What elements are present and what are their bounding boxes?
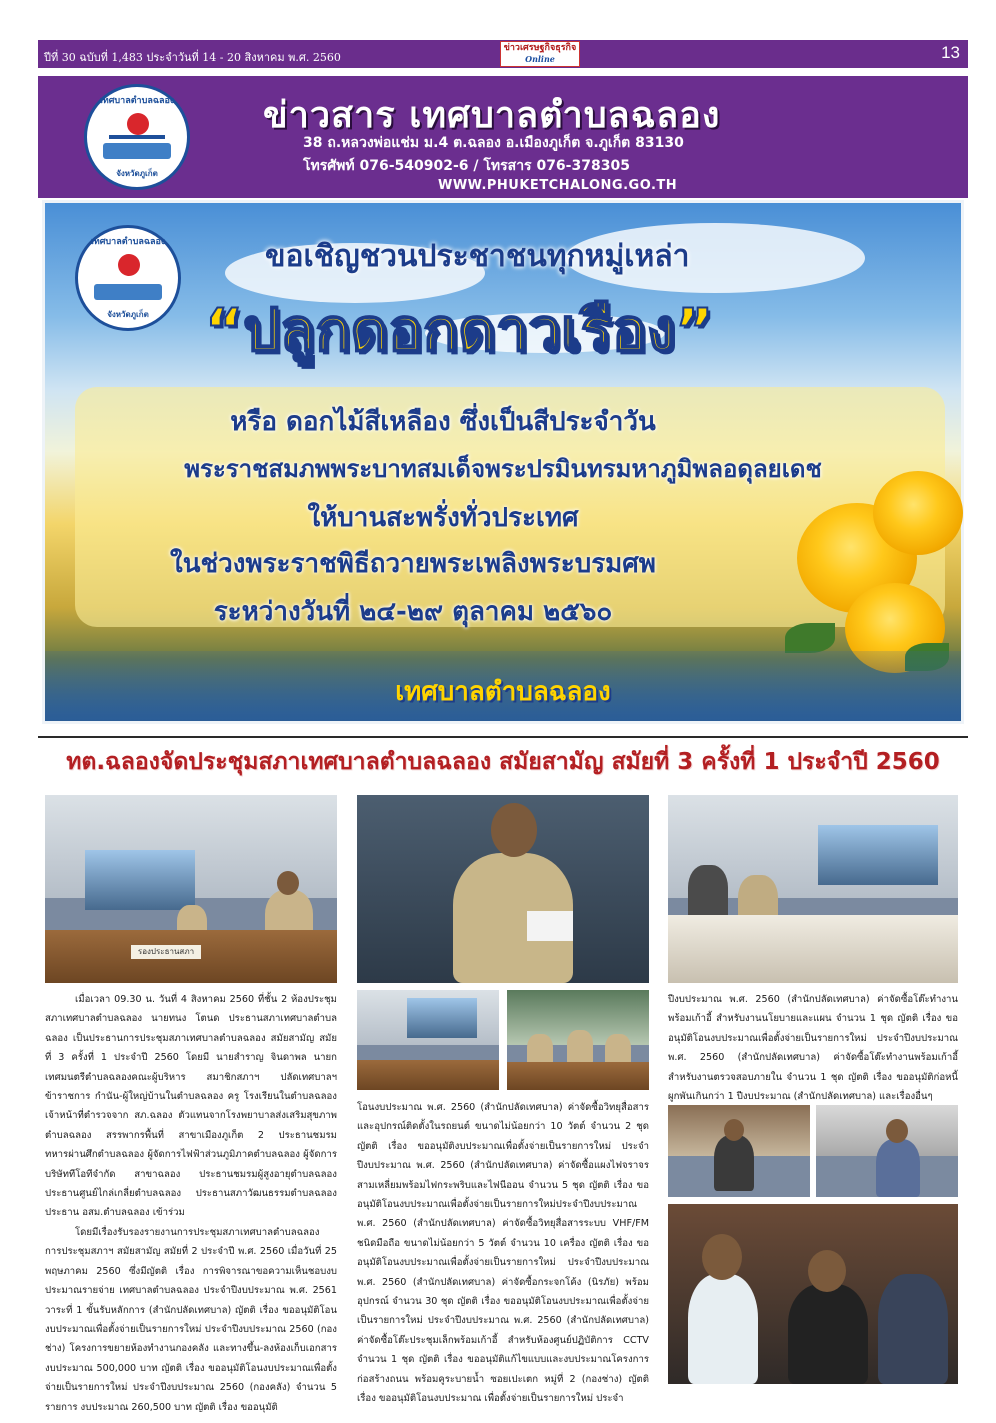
poster-footer <box>45 651 961 721</box>
seal-pier <box>109 135 165 139</box>
article-column-3 <box>668 990 958 1103</box>
speaker-head <box>491 803 537 857</box>
article-column-1 <box>45 990 337 1413</box>
meeting-photo-3 <box>507 990 649 1090</box>
newspaper-logo <box>500 41 580 67</box>
logo-line2: Online <box>525 54 555 64</box>
page-number: 13 <box>941 43 960 62</box>
masthead <box>38 76 968 198</box>
masthead-address: 38 ถ.หลวงพ่อแช่ม ม.4 ต.ฉลอง อ.เมืองภูเก็ต จ.ภูเก็ต 83130 <box>303 135 684 151</box>
speaker-paper <box>527 911 573 941</box>
article-column-2 <box>357 1098 649 1405</box>
photo-desk <box>507 1062 649 1090</box>
photo-person <box>876 1139 920 1197</box>
photo-head <box>808 1250 846 1292</box>
photo-person <box>788 1284 868 1384</box>
photo-person <box>688 1274 758 1384</box>
meeting-photo-6 <box>816 1105 958 1197</box>
poster-main-title: “ปลูกดอกดาวเรือง” <box>205 296 714 364</box>
seal-text-top: เทศบาลตำบลฉลอง <box>99 96 175 106</box>
municipality-seal <box>84 84 190 190</box>
divider <box>38 736 968 738</box>
chairperson-sign: รองประธานสภา <box>131 945 201 959</box>
issue-bar <box>38 40 968 68</box>
seal-sea <box>103 143 171 159</box>
photo-person <box>688 865 728 921</box>
marigold-poster <box>42 200 964 724</box>
photo-head <box>277 871 299 895</box>
meeting-photo-7 <box>668 1204 958 1384</box>
photo-screen <box>85 850 195 910</box>
masthead-title: ข่าวสาร เทศบาลตำบลฉลอง <box>263 95 721 136</box>
meeting-photo-5 <box>668 1105 810 1197</box>
poster-invite: ขอเชิญชวนประชาชนทุกหมู่เหล่า <box>265 239 690 274</box>
poster-seal-sun <box>118 254 140 276</box>
article-paragraph: โอนงบประมาณ พ.ศ. 2560 (สำนักปลัดเทศบาล) ค่าจัดซื้อวิทยุสื่อสารและอุปกรณ์ติดตั้งในรถยนต์ ขนาดไม่น้อยกว่า 10 วัตต์ จำนวน 2 ชุด ญัตติ เรื่อง ขออนุมัติงบประมาณเพื่อตั้งจ่ายเป็นรายการใหม่ ประจำปีงบประมาณ พ.ศ. 2560 (สำนักปลัดเทศบาล) ค่าจัดซื้อแผงไฟจราจรสามเหลี่ยมพร้อมไฟกระพริบและไฟนีออน จำนวน 5 ชุด ญัตติ เรื่อง ขออนุมัติโอนงบประมาณเพื่อตั้งจ่ายเป็นรายการใหม่ประจำปีงบประมาณ พ.ศ. 2560 (สำนักปลัดเทศบาล) ค่าจัดซื้อวิทยุสื่อสารระบบ VHF/FM ชนิดมือถือ ขนาดไม่น้อยกว่า 5 วัตต์ จำนวน 10 เครื่อง ญัตติ เรื่อง ขออนุมัติโอนงบประมาณเพื่อตั้งจ่ายเป็นรายการใหม่ ประจำปีงบประมาณ พ.ศ. 2560 (สำนักปลัดเทศบาล) ค่าจัดซื้อกระจกโค้ง (นิรภัย) พร้อมอุปกรณ์ จำนวน 30 ชุด ญัตติ เรื่อง ขออนุมัติโอนงบประมาณเพื่อตั้งจ่ายเป็นรายการใหม่ ประจำปีงบประมาณ พ.ศ. 2560 (สำนักปลัดเทศบาล) ค่าจัดซื้อโต๊ะประชุมเล็กพร้อมเก้าอี้ สำหรับห้องศูนย์ปฏิบัติการ CCTV จำนวน 1 ชุด ญัตติ เรื่อง ขออนุมัติแก้ไขแบบและงบประมาณโครงการก่อสร้างถนน พร้อมคูระบายน้ำ ซอยเปะเตก หมู่ที่ 2 (กองช่าง) ญัตติ เรื่อง ขออนุมัติโอนงบประมาณ เพื่อตั้งจ่ายเป็นรายการใหม่ ประจำ <box>357 1102 649 1405</box>
poster-line-3: ให้บานสะพรั่งทั่วประเทศ <box>307 503 579 533</box>
masthead-website[interactable]: WWW.PHUKETCHALONG.GO.TH <box>438 178 678 193</box>
logo-line1: ข่าวเศรษฐกิจธุรกิจ <box>503 43 577 53</box>
photo-screen <box>818 825 938 885</box>
meeting-photo-4 <box>668 795 958 983</box>
poster-line-5: ระหว่างวันที่ ๒๔-๒๙ ตุลาคม ๒๕๖๐ <box>213 597 613 627</box>
issue-info: ปีที่ 30 ฉบับที่ 1,483 ประจำวันที่ 14 - 20 สิงหาคม พ.ศ. 2560 <box>44 51 341 64</box>
photo-head <box>702 1234 742 1280</box>
meeting-photo-2 <box>357 990 499 1090</box>
photo-person <box>878 1274 948 1384</box>
photo-person <box>714 1135 754 1191</box>
photo-head <box>886 1119 908 1143</box>
masthead-phone: โทรศัพท์ 076-540902-6 / โทรสาร 076-378305 <box>303 158 630 174</box>
poster-line-4: ในช่วงพระราชพิธีถวายพระเพลิงพระบรมศพ <box>170 549 656 579</box>
poster-seal-sea <box>94 284 162 300</box>
seal-sun <box>127 113 149 135</box>
speaker-photo <box>357 795 649 983</box>
poster-seal <box>75 225 181 331</box>
photo-desk <box>357 1060 499 1090</box>
poster-seal-text-top: เทศบาลตำบลฉลอง <box>90 237 166 247</box>
poster-footer-text: เทศบาลตำบลฉลอง <box>395 677 611 707</box>
seal-text-bottom: จังหวัดภูเก็ต <box>116 169 158 178</box>
photo-person <box>567 1030 593 1064</box>
poster-line-2: พระราชสมภพพระบาทสมเด็จพระปรมินทรมหาภูมิพลอดุลยเดช <box>184 455 822 483</box>
photo-desk <box>668 915 958 983</box>
photo-head <box>724 1119 744 1141</box>
article-paragraph: โดยมีเรื่องรับรองรายงานการประชุมสภาเทศบาลตำบลฉลอง การประชุมสภาฯ สมัยสามัญ สมัยที่ 2 ประจำปี พ.ศ. 2560 เมื่อวันที่ 25 พฤษภาคม 2560 ซึ่งมีญัตติ เรื่อง การพิจารณาขอความเห็นชอบงบประมาณรายจ่าย เทศบาลตำบลฉลอง ประจำปีงบประมาณ พ.ศ. 2561 วาระที่ 1 ขั้นรับหลักการ (สำนักปลัดเทศบาล) ญัตติ เรื่อง ขออนุมัติโอนงบประมาณเพื่อตั้งจ่ายเป็นรายการใหม่ ประจำปีงบประมาณ 2560 (กองช่าง) โครงการขยายห้องทำงานกองคลัง และทางขึ้น-ลงห้องเก็บเอกสาร งบประมาณ 500,000 บาท ญัตติ เรื่อง ขออนุมัติโอนงบประมาณเพื่อตั้งจ่ายเป็นรายการใหม่ ประจำปีงบประมาณ 2560 (กองคลัง) จำนวน 5 รายการ งบประมาณ 260,500 บาท ญัตติ เรื่อง ขออนุมัติ <box>45 1226 337 1413</box>
photo-screen <box>407 998 477 1038</box>
meeting-photo-1 <box>45 795 337 983</box>
article-headline: ทต.ฉลองจัดประชุมสภาเทศบาลตำบลฉลอง สมัยสามัญ สมัยที่ 3 ครั้งที่ 1 ประจำปี 2560 <box>66 749 940 775</box>
poster-seal-text-bottom: จังหวัดภูเก็ต <box>107 310 149 319</box>
article-paragraph: เมื่อเวลา 09.30 น. วันที่ 4 สิงหาคม 2560 ที่ชั้น 2 ห้องประชุมสภาเทศบาลตำบลฉลอง นายทนง โตนด ประธานสภาเทศบาลตำบลฉลอง เป็นประธานการประชุมสภาเทศบาลตำบลฉลอง สมัยสามัญ สมัยที่ 3 ครั้งที่ 1 ประจำปี 2560 โดยมี นายสำราญ จินดาพล นายกเทศมนตรีตำบลฉลองคณะผู้บริหาร สมาชิกสภาฯ ปลัดเทศบาลฯ ข้าราชการ กำนัน-ผู้ใหญ่บ้านในตำบลฉลอง ครู โรงเรียนในตำบลฉลอง เจ้าหน้าที่ตำรวจจาก สภ.ฉลอง ตัวแทนจากโรงพยาบาลส่งเสริมสุขภาพตำบลฉลอง สรรพากรพื้นที่ สาขาเมืองภูเก็ต 2 ประธานชมรมทหารผ่านศึกตำบลฉลอง ผู้จัดการไฟฟ้าส่วนภูมิภาคตำบลฉลอง ผู้จัดการบริษัททีโอทีจำกัด สาขาฉลอง ประธานชมรมผู้สูงอายุตำบลฉลอง ประธานศูนย์ไกล่เกลี่ยตำบลฉลอง ประธานสภาวัฒนธรรมตำบลฉลอง ประธาน อสม.ตำบลฉลอง เข้าร่วม <box>45 994 337 1219</box>
article-paragraph: ปีงบประมาณ พ.ศ. 2560 (สำนักปลัดเทศบาล) ค่าจัดซื้อโต๊ะทำงานพร้อมเก้าอี้ สำหรับงานนโยบายและแผน จำนวน 1 ชุด ญัตติ เรื่อง ขออนุมัติโอนงบประมาณเพื่อตั้งจ่ายเป็นรายการใหม่ ประจำปีงบประมาณ พ.ศ. 2560 (สำนักปลัดเทศบาล) ค่าจัดซื้อโต๊ะทำงานพร้อมเก้าอี้ สำหรับงานตรวจสอบภายใน จำนวน 1 ชุด ญัตติ เรื่อง ขออนุมัติก่อหนี้ผูกพันเกินกว่า 1 ปีงบประมาณ (สำนักปลัดเทศบาล) และเรื่องอื่นๆ <box>668 994 958 1103</box>
poster-line-1: หรือ ดอกไม้สีเหลือง ซึ่งเป็นสีประจำวัน <box>230 407 656 437</box>
